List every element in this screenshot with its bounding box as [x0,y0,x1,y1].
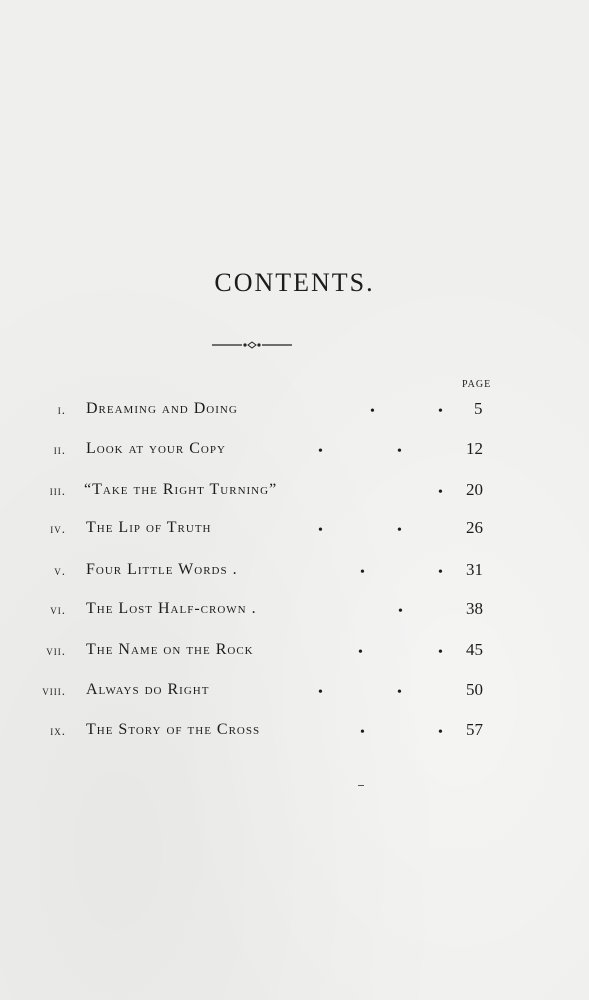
chapter-number: ii. [53,442,66,457]
chapter-title: “Take the Right Turning” [84,481,278,498]
chapter-title: Four Little Words . [86,561,238,578]
toc-entry [0,639,589,665]
leader-dot: • [438,645,443,660]
leader-dot: • [397,444,402,459]
leader-dot: • [438,725,443,740]
toc-entry [0,479,589,505]
chapter-title: Always do Right [86,681,210,698]
chapter-title: The Lost Half-crown . [86,600,257,617]
chapter-page: 38 [466,599,483,618]
contents-heading: CONTENTS. [214,268,375,297]
chapter-page: 57 [466,720,483,739]
leader-dot: • [397,523,402,538]
chapter-title: Dreaming and Doing [86,400,238,417]
chapter-number: vi. [50,602,66,617]
chapter-number: iii. [49,483,66,498]
chapter-page: 26 [466,518,483,537]
chapter-title: Look at your Copy [86,440,226,457]
leader-dot: • [360,725,365,740]
chapter-page: 12 [466,439,483,458]
toc-entry [0,679,589,705]
chapter-page: 45 [466,640,483,659]
leader-dot: • [318,523,323,538]
leader-dot: • [397,685,402,700]
leader-dot: • [370,404,375,419]
ornament-divider [212,338,292,352]
toc-entry [0,438,589,464]
leader-dot: • [438,565,443,580]
chapter-title: The Story of the Cross [86,721,261,738]
leader-dot: • [318,444,323,459]
toc-entry [0,598,589,624]
chapter-number: iv. [50,521,66,536]
chapter-number: ix. [50,723,66,738]
chapter-page: 50 [466,680,483,699]
toc-entry [0,719,589,745]
leader-dot: • [438,404,443,419]
chapter-title: The Lip of Truth [86,519,212,536]
toc-entry [0,559,589,585]
leader-dot: • [398,604,403,619]
chapter-title: The Name on the Rock [86,641,254,658]
leader-dot: • [358,645,363,660]
chapter-page: 5 [474,399,483,418]
toc-entry [0,517,589,543]
chapter-page: 31 [466,560,483,579]
page-column-label: PAGE [462,379,492,390]
chapter-number: viii. [42,683,66,698]
chapter-page: 20 [466,480,483,499]
leader-dot: • [438,485,443,500]
chapter-number: v. [54,563,66,578]
leader-dot: • [318,685,323,700]
leader-dot: • [360,565,365,580]
toc-entry [0,398,589,424]
chapter-number: i. [57,402,66,417]
chapter-number: vii. [46,643,66,658]
printer-mark [358,785,364,786]
